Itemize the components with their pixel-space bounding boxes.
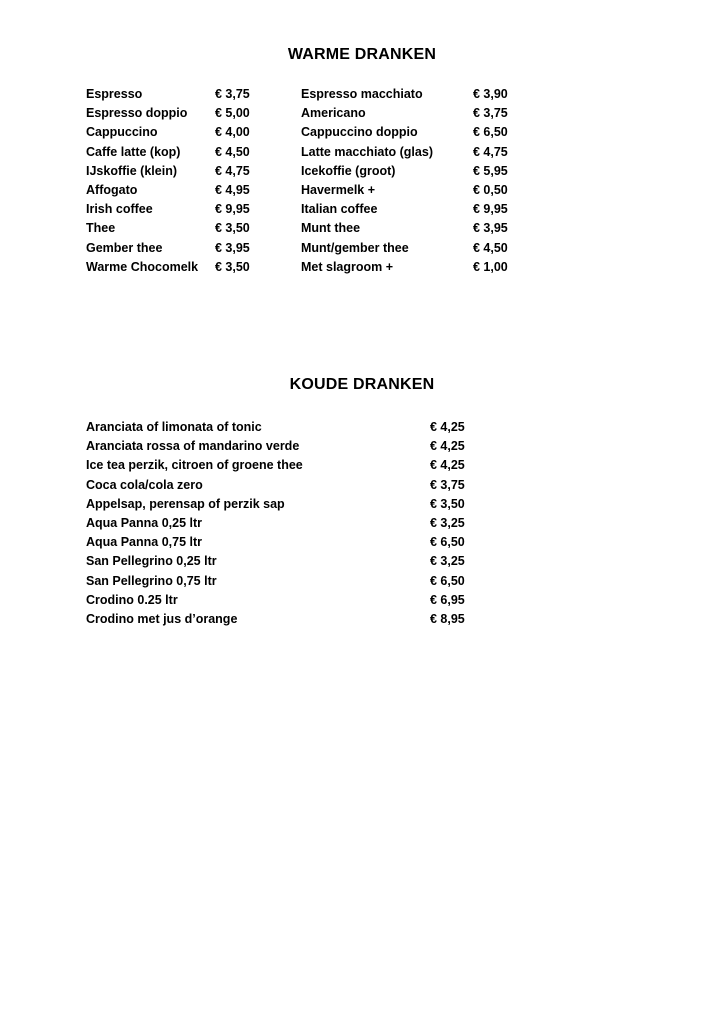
menu-item-row (86, 591, 476, 610)
menu-item-price: € 3,95 (473, 221, 508, 236)
menu-item-price: € 9,95 (473, 202, 508, 217)
menu-item-name: Americano (301, 106, 366, 121)
menu-item-price: € 3,50 (430, 496, 465, 511)
menu-item-price: € 3,90 (473, 87, 508, 101)
menu-item-row (301, 219, 521, 238)
menu-item-name: Caffe latte (kop) (86, 144, 181, 159)
cold-drinks-title: KOUDE DRANKEN (289, 376, 435, 393)
menu-item-price: € 6,50 (430, 535, 465, 550)
menu-item-price: € 4,75 (215, 163, 250, 178)
menu-item-row (301, 104, 521, 123)
menu-item-row (86, 437, 476, 456)
menu-item-price: € 9,95 (215, 202, 250, 217)
menu-item-row (301, 123, 521, 142)
menu-item-row (86, 181, 266, 200)
menu-item-row (86, 104, 266, 123)
menu-item-name: Espresso doppio (86, 106, 188, 121)
menu-item-row (86, 219, 266, 238)
menu-item-name: Appelsap, perensap of perzik sap (86, 496, 285, 511)
menu-item-name: Affogato (86, 183, 138, 197)
menu-item-price: € 0,50 (473, 183, 508, 197)
menu-item-row (86, 85, 266, 104)
menu-item-price: € 4,50 (473, 240, 508, 255)
menu-item-price: € 6,50 (430, 573, 465, 588)
menu-item-row (86, 572, 476, 591)
menu-item-row (86, 552, 476, 571)
menu-item-price: € 4,25 (430, 420, 465, 434)
menu-item-row (301, 162, 521, 181)
menu-item-row (86, 258, 266, 277)
menu-item-price: € 5,95 (473, 163, 508, 178)
menu-item-row (86, 514, 476, 533)
menu-item-price: € 4,75 (473, 144, 508, 159)
menu-item-row (301, 181, 521, 200)
menu-item-price: € 4,25 (430, 458, 465, 473)
menu-item-name: Aranciata of limonata of tonic (86, 420, 262, 434)
menu-item-price: € 6,95 (430, 592, 465, 607)
menu-item-price: € 3,75 (473, 106, 508, 121)
menu-item-price: € 6,50 (473, 125, 508, 140)
menu-item-row (86, 610, 476, 629)
menu-item-row (301, 239, 521, 258)
menu-item-row (86, 239, 266, 258)
menu-item-name: Cappuccino (86, 125, 158, 140)
menu-item-name: San Pellegrino 0,25 ltr (86, 554, 217, 569)
menu-item-name: Icekoffie (groot) (301, 163, 396, 178)
menu-item-row (86, 476, 476, 495)
menu-item-name: Crodino met jus d’orange (86, 612, 238, 626)
menu-item-row (86, 418, 476, 437)
menu-item-price: € 3,50 (215, 221, 250, 236)
menu-item-price: € 3,75 (430, 477, 465, 492)
menu-item-name: IJskoffie (klein) (86, 163, 177, 178)
menu-item-name: Munt thee (301, 221, 361, 236)
menu-item-row (301, 258, 521, 277)
menu-item-name: Havermelk + (301, 183, 376, 197)
menu-item-name: Aranciata rossa of mandarino verde (86, 439, 300, 454)
menu-item-price: € 3,95 (215, 240, 250, 255)
menu-item-row (86, 495, 476, 514)
menu-item-price: € 4,00 (215, 125, 250, 140)
menu-item-row (86, 200, 266, 219)
menu-item-price: € 3,50 (215, 259, 250, 274)
menu-item-price: € 3,75 (215, 87, 250, 101)
menu-item-price: € 4,50 (215, 144, 250, 159)
menu-item-price: € 3,25 (430, 554, 465, 569)
menu-item-row (86, 456, 476, 475)
menu-item-price: € 5,00 (215, 106, 250, 121)
menu-item-name: Met slagroom + (301, 259, 394, 274)
menu-item-name: Aqua Panna 0,75 ltr (86, 535, 203, 550)
menu-item-price: € 4,95 (215, 183, 250, 197)
menu-item-price: € 1,00 (473, 259, 508, 274)
menu-item-price: € 8,95 (430, 612, 465, 626)
menu-item-row (301, 85, 521, 104)
menu-item-row (86, 162, 266, 181)
menu-item-name: Irish coffee (86, 202, 153, 217)
menu-item-name: Cappuccino doppio (301, 125, 418, 140)
menu-item-price: € 4,25 (430, 439, 465, 454)
menu-item-name: Warme Chocomelk (86, 259, 199, 274)
menu-item-row (86, 533, 476, 552)
menu-item-name: Gember thee (86, 240, 163, 255)
menu-item-row (301, 200, 521, 219)
menu-item-name: San Pellegrino 0,75 ltr (86, 573, 217, 588)
menu-item-name: Coca cola/cola zero (86, 477, 203, 492)
menu-item-row (86, 143, 266, 162)
menu-item-price: € 3,25 (430, 516, 465, 530)
menu-item-name: Crodino 0.25 ltr (86, 592, 178, 607)
warm-drinks-title: WARME DRANKEN (287, 46, 437, 63)
menu-item-name: Ice tea perzik, citroen of groene thee (86, 458, 303, 473)
menu-item-name: Thee (86, 221, 116, 236)
menu-item-name: Aqua Panna 0,25 ltr (86, 516, 203, 530)
menu-item-name: Espresso (86, 87, 143, 101)
menu-item-name: Espresso macchiato (301, 87, 423, 101)
menu-item-name: Italian coffee (301, 202, 378, 217)
menu-item-name: Latte macchiato (glas) (301, 144, 433, 159)
menu-item-name: Munt/gember thee (301, 240, 409, 255)
menu-item-row (86, 123, 266, 142)
menu-item-row (301, 143, 521, 162)
